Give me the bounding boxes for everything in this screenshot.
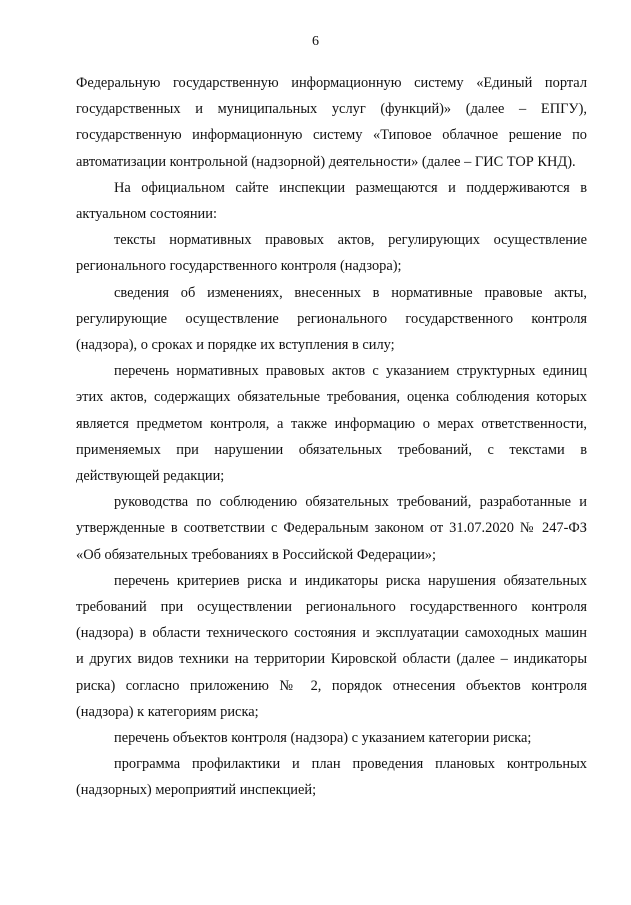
- text-line: утвержденные в соответствии с Федеральным законом от 31.07.2020 № 247-ФЗ: [76, 520, 587, 537]
- text-line: регионального государственного контроля (надзора);: [76, 258, 402, 275]
- text-line: действующей редакции;: [76, 468, 225, 485]
- text-line: государственную информационную систему «Типовое облачное решение по: [76, 127, 587, 144]
- text-line: программа профилактики и план проведения плановых контрольных: [114, 756, 587, 773]
- text-line: автоматизации контрольной (надзорной) деятельности» (далее – ГИС ТОР КНД).: [76, 153, 576, 170]
- page-number: 6: [312, 34, 319, 49]
- paragraph: [76, 568, 587, 725]
- text-line: и других видов техники на территории Кировской области (далее – индикаторы: [76, 651, 587, 668]
- paragraph: [76, 70, 587, 175]
- text-line: актуальном состоянии:: [76, 206, 217, 223]
- text-line: сведения об изменениях, внесенных в нормативные правовые акты,: [114, 284, 587, 301]
- text-line: руководства по соблюдению обязательных требований, разработанные и: [114, 494, 587, 511]
- text-line: тексты нормативных правовых актов, регулирующих осуществление: [114, 232, 587, 249]
- text-line: На официальном сайте инспекции размещаются и поддерживаются в: [114, 179, 587, 196]
- text-line: регулирующие осуществление регионального государственного контроля: [76, 310, 587, 327]
- text-line: (надзора) к категориям риска;: [76, 703, 259, 720]
- text-line: применяемых при нарушении обязательных требований, с текстами в: [76, 441, 587, 458]
- text-line: «Об обязательных требованиях в Российской Федерации»;: [76, 546, 437, 563]
- text-line: перечень объектов контроля (надзора) с указанием категории риска;: [114, 730, 532, 747]
- text-line: (надзора), о сроках и порядке их вступления в силу;: [76, 337, 395, 354]
- text-line: является предметом контроля, а также информацию о мерах ответственности,: [76, 415, 587, 432]
- document-body: [76, 70, 587, 804]
- paragraph: [76, 751, 587, 803]
- text-line: (надзорных) мероприятий инспекцией;: [76, 782, 317, 799]
- text-line: перечень критериев риска и индикаторы риска нарушения обязательных: [114, 572, 587, 589]
- text-line: государственных и муниципальных услуг (функций)» (далее – ЕПГУ),: [76, 101, 587, 118]
- text-line: этих актов, содержащих обязательные требования, оценка соблюдения которых: [76, 389, 587, 406]
- paragraph: [76, 358, 587, 489]
- paragraph: [76, 227, 587, 279]
- paragraph: [76, 725, 587, 751]
- text-line: требований при осуществлении регионального государственного контроля: [76, 599, 587, 616]
- text-line: риска) согласно приложению № 2, порядок отнесения объектов контроля: [76, 677, 587, 694]
- text-line: (надзора) в области технического состояния и эксплуатации самоходных машин: [76, 625, 587, 642]
- paragraph: [76, 175, 587, 227]
- text-line: перечень нормативных правовых актов с указанием структурных единиц: [114, 363, 587, 380]
- text-line: Федеральную государственную информационную систему «Единый портал: [76, 75, 587, 91]
- paragraph: [76, 489, 587, 568]
- paragraph: [76, 280, 587, 359]
